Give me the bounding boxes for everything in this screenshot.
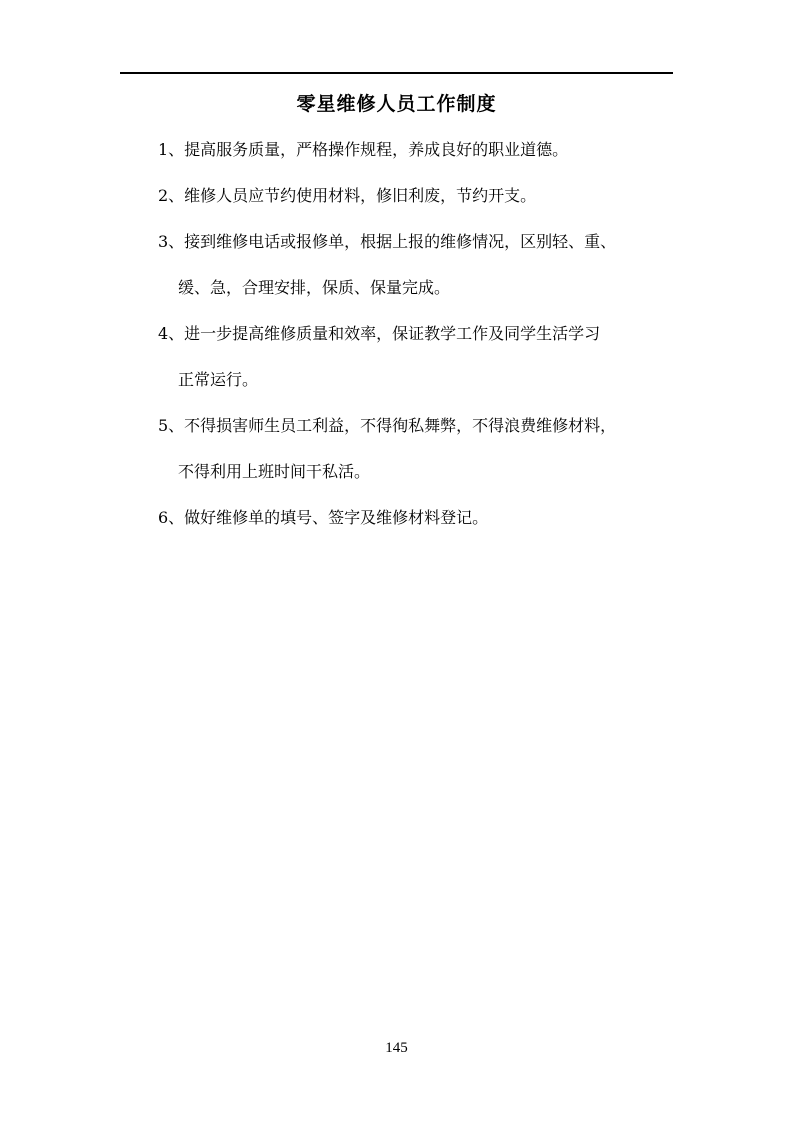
rule-item	[158, 140, 688, 160]
rules-list	[158, 140, 688, 528]
rule-line: 2、维修人员应节约使用材料，修旧利废，节约开支。	[158, 186, 537, 205]
rule-line-continuation: 正常运行。	[178, 370, 259, 389]
rule-item	[158, 324, 688, 390]
rule-item	[158, 416, 688, 482]
rule-line-continuation: 不得利用上班时间干私活。	[178, 462, 371, 481]
rule-item	[158, 186, 688, 206]
rule-line: 3、接到维修电话或报修单，根据上报的维修情况，区别轻、重、	[158, 232, 617, 251]
document-title: 零星维修人员工作制度	[296, 93, 497, 115]
rule-line: 6、做好维修单的填号、签字及维修材料登记。	[158, 508, 489, 527]
header-rule	[120, 72, 673, 74]
rule-line: 4、进一步提高维修质量和效率，保证教学工作及同学生活学习	[158, 324, 601, 343]
rule-line-continuation: 缓、急，合理安排，保质、保量完成。	[178, 278, 451, 297]
rule-line: 5、不得损害师生员工利益，不得徇私舞弊，不得浪费维修材料，	[158, 416, 617, 435]
rule-line: 1、提高服务质量，严格操作规程，养成良好的职业道德。	[158, 140, 569, 159]
page-number: 145	[385, 1040, 408, 1056]
rule-item	[158, 508, 688, 528]
rule-item	[158, 232, 688, 298]
